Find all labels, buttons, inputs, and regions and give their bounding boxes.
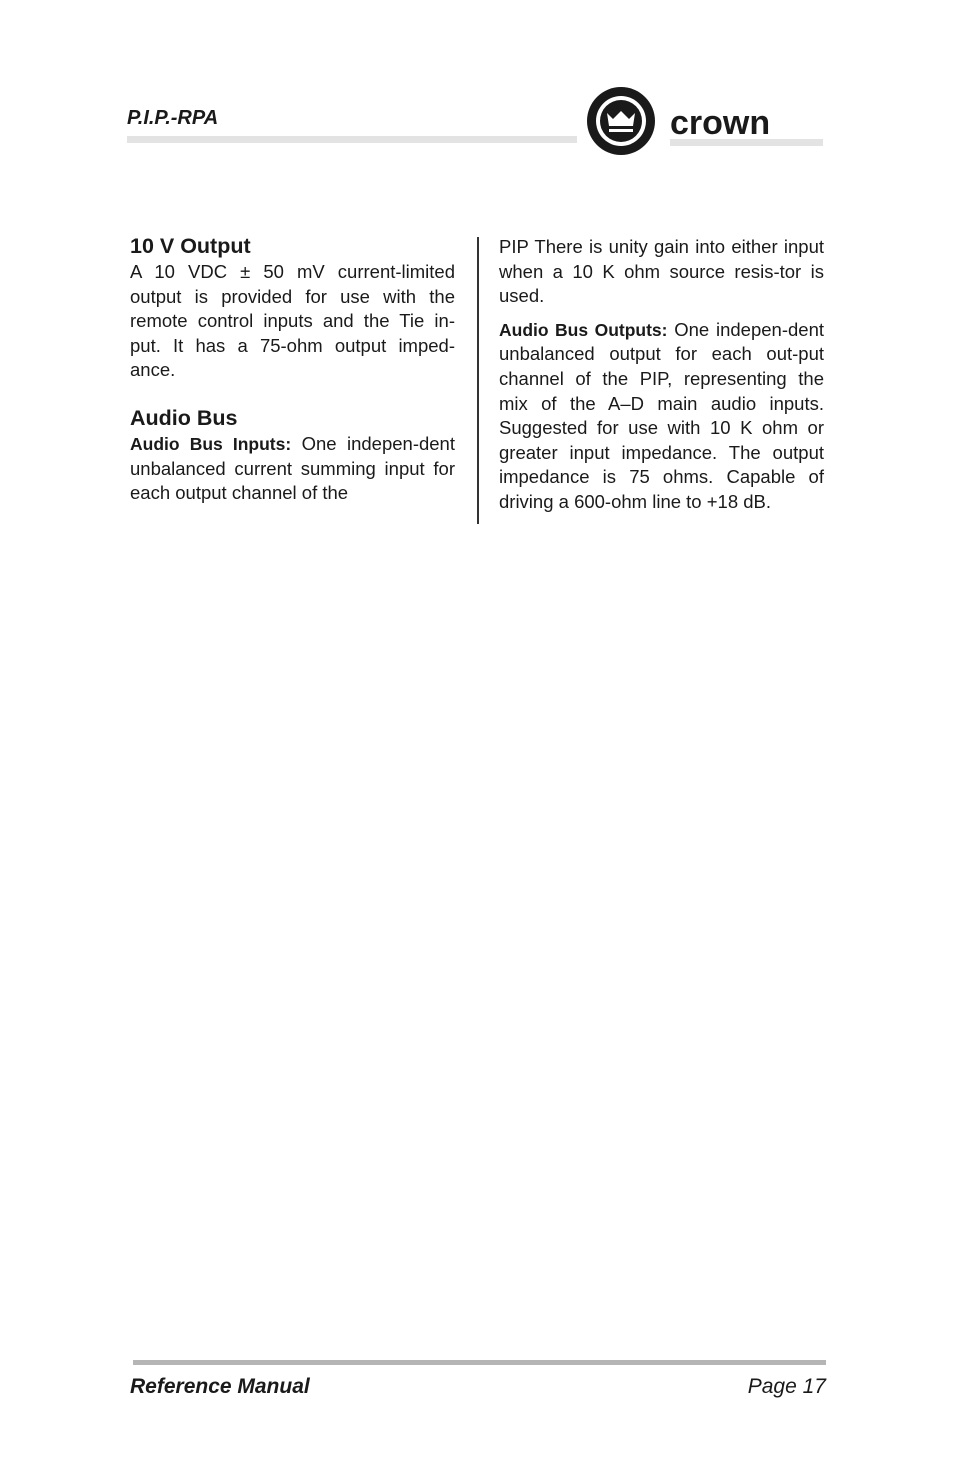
right-column <box>499 235 824 515</box>
audio-bus-inputs-paragraph <box>130 432 455 506</box>
audio-bus-inputs-continued: PIP There is unity gain into either input when a 10 K ohm source resis-tor is used. <box>499 236 824 307</box>
section-heading-10v-output: 10 V Output <box>130 234 251 258</box>
audio-bus-outputs-text: One indepen-dent unbalanced output for each out-put channel of the PIP, representing the mix of the A–D main audio inputs. Suggested for use with 10 K ohm or greater input impedance. The output impedance is 75 ohms. Capable of driving a 600-ohm line to +18 dB. <box>499 318 824 512</box>
document-title: P.I.P.-RPA <box>127 107 219 129</box>
crown-logo <box>584 84 829 160</box>
audio-bus-inputs-label: Audio Bus Inputs: <box>130 433 292 454</box>
page-number: Page 17 <box>747 1375 826 1398</box>
audio-bus-outputs-label: Audio Bus Outputs: <box>499 319 668 340</box>
audio-bus-outputs-paragraph <box>499 318 824 515</box>
header-rule <box>127 136 577 143</box>
column-divider <box>477 237 479 524</box>
audio-bus-inputs-text: One indepen-dent unbalanced current summing input for each output channel of the <box>130 432 455 504</box>
logo-wordmark: crown <box>670 104 771 142</box>
section-heading-audio-bus: Audio Bus <box>130 405 238 430</box>
footer-rule <box>133 1360 826 1365</box>
left-column <box>130 233 455 506</box>
footer-manual-title: Reference Manual <box>130 1375 310 1398</box>
section-body-10v-output: A 10 VDC ± 50 mV current-limited output is provided for use with the remote control inputs and the Tie in-put. It has a 75-ohm output imped-ance. <box>130 261 455 381</box>
